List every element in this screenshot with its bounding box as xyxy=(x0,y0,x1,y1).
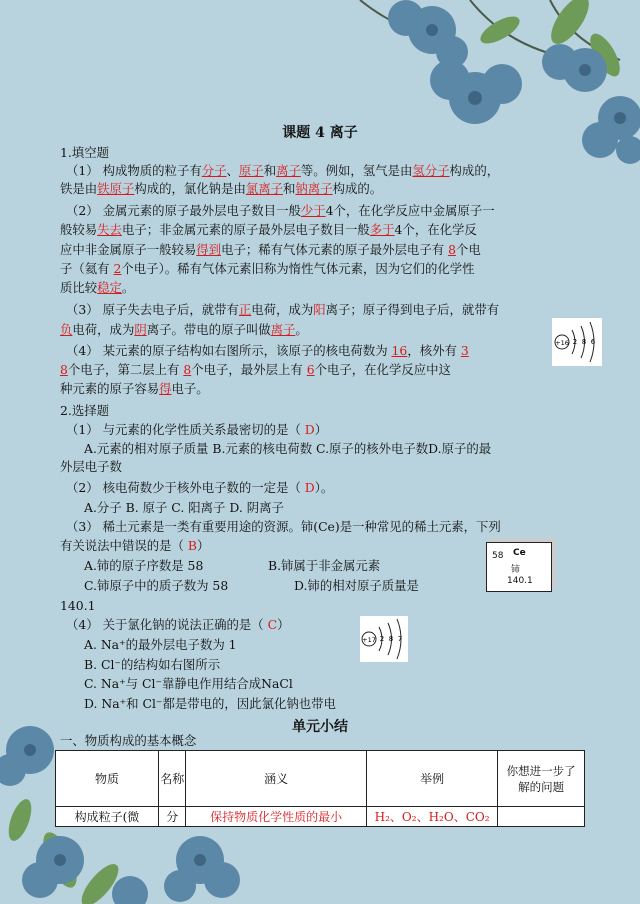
c3-option-b: B.铈属于非金属元素 xyxy=(268,558,381,573)
ion-cl-shell-2: 8 xyxy=(388,635,394,643)
q3-line1: （3） 原子失去电子后，就带有正电荷，成为阳离子；原子得到电子后，就带有 xyxy=(66,302,500,317)
cell-further-questions xyxy=(498,807,585,827)
atom-s-nucleus: +16 xyxy=(555,339,569,347)
summary-table xyxy=(55,750,585,827)
worksheet-page xyxy=(40,110,600,904)
c3-option-a: A.铈的原子序数是 58 xyxy=(84,558,204,573)
summary-subheading: 一、物质构成的基本概念 xyxy=(60,733,197,748)
header-further-questions: 你想进一步了解的问题 xyxy=(498,751,585,807)
header-example: 举例 xyxy=(366,751,497,807)
section-choice-heading: 2.选择题 xyxy=(60,403,109,418)
cell-meaning: 保持物质化学性质的最小 xyxy=(186,807,366,827)
header-name: 名称 xyxy=(158,751,186,807)
c3-option-d-cont: 140.1 xyxy=(60,598,96,613)
q2-line3: 应中非金属原子一般较易得到电子；稀有气体元素的原子最外层电子有 8个电 xyxy=(60,242,481,257)
ion-structure-diagram-cl xyxy=(360,616,408,662)
ion-cl-shell-3: 7 xyxy=(397,635,403,643)
c1-stem: （1） 与元素的化学性质关系最密切的是（ D） xyxy=(66,422,328,437)
page-title: 课题 4 离子 xyxy=(282,125,358,141)
c4-option-c: C. Na⁺与 Cl⁻靠静电作用结合成NaCl xyxy=(84,676,293,691)
summary-title: 单元小结 xyxy=(292,719,348,735)
c3-stem-line2: 有关说法中错误的是（ B） xyxy=(60,538,210,553)
q4-line1: （4） 某元素的原子结构如右图所示，该原子的核电荷数为 16，核外有 3 xyxy=(66,343,469,358)
q2-line1: （2） 金属元素的原子最外层电子数目一般少于4个，在化学反应中金属原子一 xyxy=(66,203,495,218)
c3-stem-line1: （3） 稀土元素是一类有重要用途的资源。铈(Ce)是一种常见的稀土元素，下列 xyxy=(66,519,501,534)
q2-line5: 质比较稳定。 xyxy=(60,280,135,295)
atom-structure-diagram-s xyxy=(552,318,602,366)
atom-s-shell-3: 6 xyxy=(590,338,596,346)
cell-substance: 构成粒子(微 xyxy=(56,807,159,827)
q3-line2: 负电荷，成为阴离子。带电的原子叫做离子。 xyxy=(60,322,308,337)
q1-line2: 铁是由铁原子构成的，氯化钠是由氯离子和钠离子构成的。 xyxy=(60,181,383,196)
c1-options-line1: A.元素的相对原子质量 B.元素的核电荷数 C.原子的核外电子数D.原子的最 xyxy=(84,441,492,456)
q1-line1: （1） 构成物质的粒子有分子、原子和离子等。例如，氢气是由氢分子构成的， xyxy=(66,163,500,178)
ce-atomic-number: 58 xyxy=(492,551,504,561)
c4-stem: （4） 关于氯化钠的说法正确的是（ C） xyxy=(66,617,290,632)
section-fill-blank-heading: 1.填空题 xyxy=(60,145,109,160)
c4-option-b: B. Cl⁻的结构如右图所示 xyxy=(84,657,221,672)
ion-cl-shell-1: 2 xyxy=(379,635,385,643)
q2-line4: 子（氦有 2个电子）。稀有气体元素旧称为惰性气体元素，因为它们的化学性 xyxy=(60,261,475,276)
table-header-row xyxy=(56,751,585,807)
ion-cl-nucleus: +17 xyxy=(362,636,376,644)
atom-s-shell-2: 8 xyxy=(581,338,587,346)
c4-option-d: D. Na⁺和 Cl⁻都是带电的，因此氯化钠也带电 xyxy=(84,696,336,711)
header-substance: 物质 xyxy=(56,751,159,807)
q2-line2: 般较易失去电子；非金属元素的原子最外层电子数目一般多于4个，在化学反 xyxy=(60,222,477,237)
c1-options-line2: 外层电子数 xyxy=(60,459,122,474)
header-meaning: 涵义 xyxy=(186,751,366,807)
cell-name: 分 xyxy=(158,807,186,827)
cerium-element-tile xyxy=(486,542,552,592)
atom-s-shell-1: 2 xyxy=(572,338,578,346)
c2-options: A.分子 B. 原子 C. 阳离子 D. 阴离子 xyxy=(84,500,284,515)
ce-symbol: Ce xyxy=(513,548,526,558)
c2-stem: （2） 核电荷数少于核外电子数的一定是（ D）。 xyxy=(66,480,334,495)
c4-option-a: A. Na⁺的最外层电子数为 1 xyxy=(84,637,237,652)
ce-atomic-mass: 140.1 xyxy=(507,576,533,586)
c3-option-c: C.铈原子中的质子数为 58 xyxy=(84,578,229,593)
c3-option-d: D.铈的相对原子质量是 xyxy=(294,578,419,593)
q4-line3: 种元素的原子容易得电子。 xyxy=(60,381,209,396)
ce-name: 铈 xyxy=(511,565,521,575)
cell-example: H₂、O₂、H₂O、CO₂ xyxy=(366,807,497,827)
q4-line2: 8个电子，第二层上有 8个电子，最外层上有 6个电子，在化学反应中这 xyxy=(60,362,451,377)
table-row xyxy=(56,807,585,827)
